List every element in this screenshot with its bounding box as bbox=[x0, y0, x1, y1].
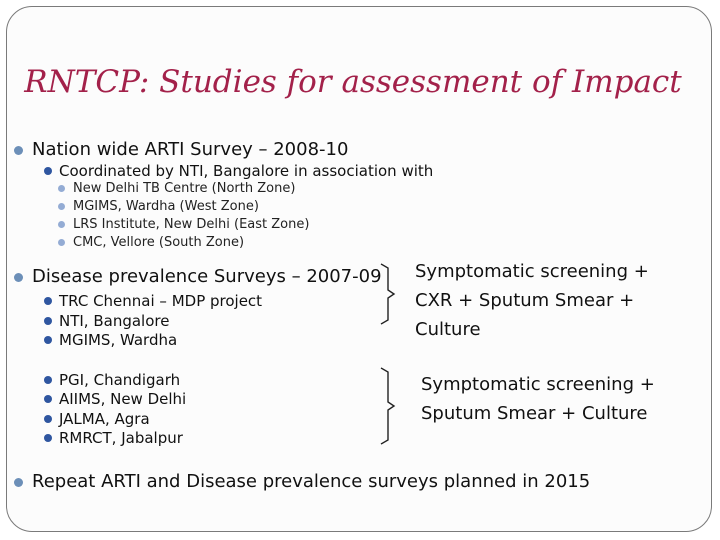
site-item: JALMA, Agra bbox=[59, 410, 150, 428]
zone-item: CMC, Vellore (South Zone) bbox=[73, 235, 245, 250]
site-item: NTI, Bangalore bbox=[59, 312, 170, 330]
group2-note-line: Symptomatic screening + bbox=[421, 374, 655, 395]
group2-note-line: Sputum Smear + Culture bbox=[421, 403, 648, 424]
site-item: TRC Chennai – MDP project bbox=[59, 292, 263, 310]
group1-note-line: CXR + Sputum Smear + bbox=[415, 290, 635, 311]
bullet-arti-survey: Nation wide ARTI Survey – 2008-10 bbox=[32, 139, 349, 160]
brace-group1 bbox=[378, 262, 408, 326]
site-item: MGIMS, Wardha bbox=[59, 331, 178, 349]
zone-item: LRS Institute, New Delhi (East Zone) bbox=[73, 217, 310, 232]
zone-item: New Delhi TB Centre (North Zone) bbox=[73, 181, 296, 196]
group2-note bbox=[421, 370, 655, 428]
slide-title: RNTCP: Studies for assessment of Impact bbox=[24, 64, 682, 100]
site-item: RMRCT, Jabalpur bbox=[59, 429, 183, 447]
site-item: AIIMS, New Delhi bbox=[59, 390, 187, 408]
bullet-coordinated: Coordinated by NTI, Bangalore in association with bbox=[59, 162, 434, 180]
bullet-disease-prevalence: Disease prevalence Surveys – 2007-09 bbox=[32, 266, 382, 287]
zone-item: MGIMS, Wardha (West Zone) bbox=[73, 199, 259, 214]
site-item: PGI, Chandigarh bbox=[59, 371, 181, 389]
group1-note bbox=[415, 257, 649, 344]
group1-note-line: Symptomatic screening + bbox=[415, 261, 649, 282]
brace-group2 bbox=[378, 366, 408, 446]
group1-note-line: Culture bbox=[415, 319, 481, 340]
bullet-repeat-surveys: Repeat ARTI and Disease prevalence surveys planned in 2015 bbox=[32, 471, 591, 492]
